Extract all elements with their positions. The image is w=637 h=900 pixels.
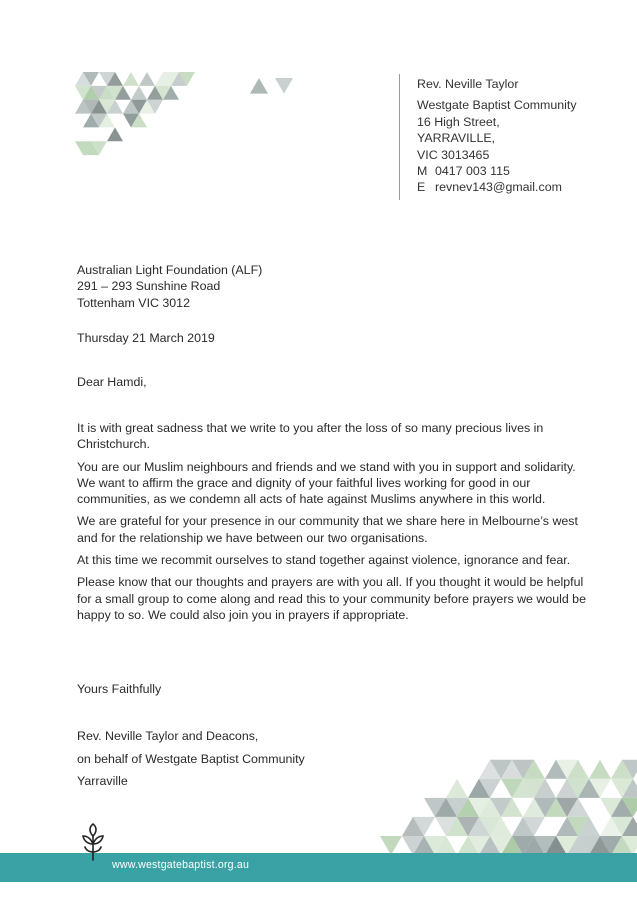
footer-website-link[interactable]: www.westgatebaptist.org.au <box>112 859 250 871</box>
recipient-line: Australian Light Foundation (ALF) <box>77 263 263 277</box>
recipient-line: Tottenham VIC 3012 <box>77 295 190 310</box>
sender-address-line: VIC 3013465 <box>417 147 490 162</box>
pattern-triangle <box>446 779 468 798</box>
recipient-block <box>77 262 262 311</box>
email-value[interactable]: revnev143@gmail.com <box>435 180 562 195</box>
pattern-triangle <box>275 78 293 94</box>
body-paragraph: Please know that our thoughts and prayers are with you all. If you thought it would be helpful for a small group to come along and read this to your community before prayers we would be happy to so. We could also join you in prayers if appropriate. <box>77 575 586 622</box>
pattern-triangle <box>123 72 139 86</box>
sender-address-line: YARRAVILLE, <box>417 131 496 146</box>
body-paragraph: It is with great sadness that we write to you after the loss of so many precious lives in Christchurch. <box>77 421 544 452</box>
recipient-line: 291 – 293 Sunshine Road <box>77 279 221 294</box>
pattern-triangle <box>139 72 155 86</box>
body-paragraph: We are grateful for your presence in our community that we share here in Melbourne’s west and for the relationship we have between our two organisations. <box>77 514 578 545</box>
letter-date: Thursday 21 March 2019 <box>77 331 215 345</box>
letter-body <box>77 420 587 629</box>
signature-line: Yarraville <box>77 774 128 788</box>
body-paragraph: You are our Muslim neighbours and friends and we stand with you in support and solidarity. We want to affirm the grace and dignity of your faithful lives working for good in our communities, as we condemn all acts of hate against Muslims anywhere in this world. <box>77 459 576 507</box>
pattern-triangle <box>131 86 147 100</box>
plant-logo-icon <box>80 822 106 862</box>
body-paragraph: At this time we recommit ourselves to stand together against violence, ignorance and fear. <box>77 553 571 568</box>
header-divider <box>399 74 400 200</box>
pattern-triangle <box>589 760 611 779</box>
triangle-pattern-bottom <box>347 755 637 855</box>
mobile-key: M <box>417 164 428 179</box>
mobile-value: 0417 003 115 <box>435 164 510 179</box>
signature-line: on behalf of Westgate Baptist Community <box>77 751 305 766</box>
triangle-pattern-top <box>75 72 305 187</box>
sender-address-line: Westgate Baptist Community <box>417 98 577 113</box>
sender-name: Rev. Neville Taylor <box>417 77 519 91</box>
pattern-triangle <box>250 78 268 94</box>
closing: Yours Faithfully <box>77 682 162 696</box>
email-key: E <box>417 180 426 195</box>
sender-mobile <box>417 163 577 179</box>
sender-email <box>417 179 577 195</box>
salutation: Dear Hamdi, <box>77 375 147 389</box>
signature-line: Rev. Neville Taylor and Deacons, <box>77 729 259 743</box>
sender-address-line: 16 High Street, <box>417 114 500 129</box>
pattern-triangle <box>107 127 123 141</box>
sender-block <box>417 76 577 196</box>
signature-block <box>77 725 305 793</box>
